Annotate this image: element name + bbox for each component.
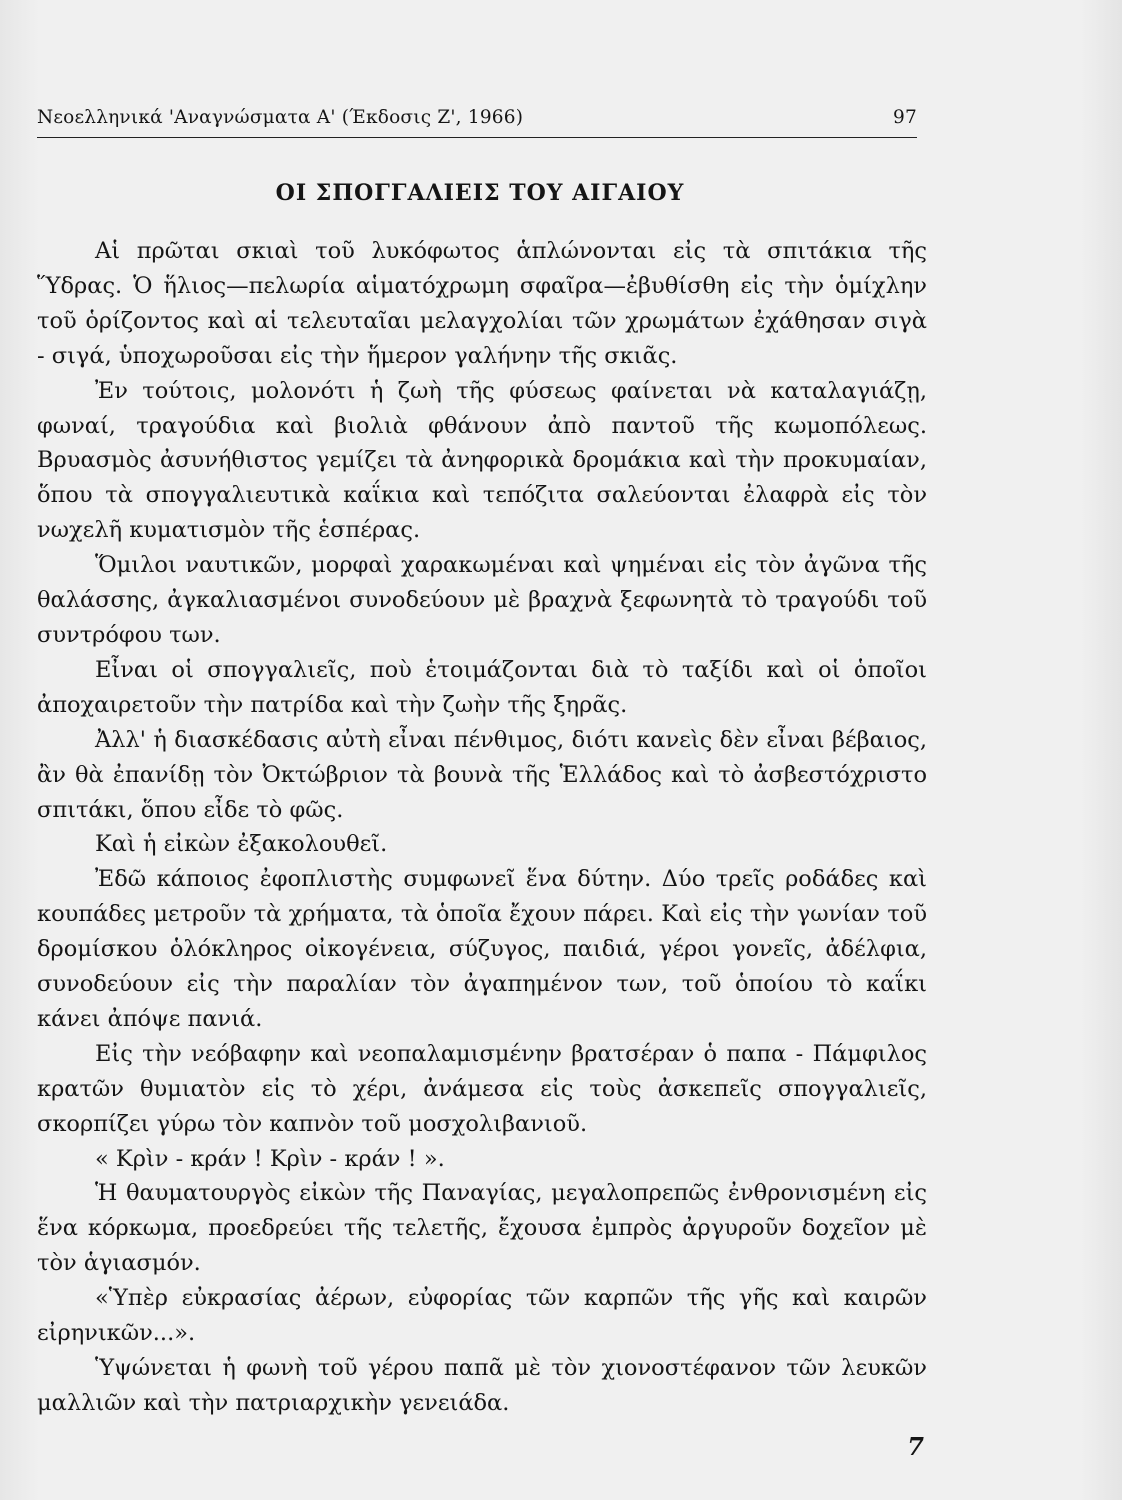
- book-title: Νεοελληνικά 'Αναγνώσματα Α' (Έκδοσις Ζ', 1966): [37, 107, 524, 128]
- paragraph: Εἰς τὴν νεόβαφην καὶ νεοπαλαμισμένην βρατσέραν ὁ παπα - Πάμφιλος κρατῶν θυμιατὸν εἰς τὸ χέρι, ἀνάμεσα εἰς τοὺς ἀσκεπεῖς σπογγαλιεῖς, σκορπίζει γύρω τὸν καπνὸν τοῦ μοσχολιβανιοῦ.: [37, 1040, 927, 1137]
- paragraph: «Ὑπὲρ εὐκρασίας ἀέρων, εὐφορίας τῶν καρπῶν τῆς γῆς καὶ καιρῶν εἰρηνικῶν...».: [37, 1285, 927, 1347]
- signature-mark: 7: [907, 1432, 924, 1461]
- paragraph: Ἀλλ' ἡ διασκέδασις αὐτὴ εἶναι πένθιμος, διότι κανεὶς δὲν εἶναι βέβαιος, ἂν θὰ ἐπανίδῃ τὸν Ὀκτώβριον τὰ βουνὰ τῆς Ἑλλάδος καὶ τὸ ἀσβεστόχριστο σπιτάκι, ὅπου εἶδε τὸ φῶς.: [37, 726, 927, 823]
- paragraph: Καὶ ἡ εἰκὼν ἐξακολουθεῖ.: [95, 831, 388, 858]
- article-body: [37, 234, 927, 1421]
- paragraph: Ἐδῶ κάποιος ἐφοπλιστὴς συμφωνεῖ ἕνα δύτην. Δύο τρεῖς ροδάδες καὶ κουπάδες μετροῦν τὰ χρήματα, τὰ ὁποῖα ἔχουν πάρει. Καὶ εἰς τὴν γωνίαν τοῦ δρομίσκου ὁλόκληρος οἰκογένεια, σύζυγος, παιδιά, γέροι γονεῖς, ἀδέλφια, συνοδεύουν εἰς τὴν παραλίαν τὸν ἀγαπημένον των, τοῦ ὁποίου τὸ καΐκι κάνει ἀπόψε πανιά.: [37, 866, 927, 1032]
- paragraph: « Κρὶν - κράν ! Κρὶν - κράν ! ».: [95, 1145, 445, 1172]
- article-title: ΟΙ ΣΠΟΓΓΑΛΙΕΙΣ ΤΟΥ ΑΙΓΑΙΟΥ: [275, 180, 685, 206]
- paragraph: Ἡ θαυματουργὸς εἰκὼν τῆς Παναγίας, μεγαλοπρεπῶς ἐνθρονισμένη εἰς ἕνα κόρκωμα, προεδρεύει τῆς τελετῆς, ἔχουσα ἐμπρὸς ἀργυροῦν δοχεῖον μὲ τὸν ἁγιασμόν.: [37, 1180, 927, 1277]
- paragraph: Εἶναι οἱ σπογγαλιεῖς, ποὺ ἑτοιμάζονται διὰ τὸ ταξίδι καὶ οἱ ὁποῖοι ἀποχαιρετοῦν τὴν πατρίδα καὶ τὴν ζωὴν τῆς ξηρᾶς.: [37, 656, 927, 718]
- paragraph: Ὅμιλοι ναυτικῶν, μορφαὶ χαρακωμέναι καὶ ψημέναι εἰς τὸν ἀγῶνα τῆς θαλάσσης, ἀγκαλιασμένοι συνοδεύουν μὲ βραχνὰ ξεφωνητὰ τὸ τραγούδι τοῦ συντρόφου των.: [37, 552, 927, 648]
- paragraph: Ἐν τούτοις, μολονότι ἡ ζωὴ τῆς φύσεως φαίνεται νὰ καταλαγιάζῃ, φωναί, τραγούδια καὶ βιολιὰ φθάνουν ἀπὸ παντοῦ τῆς κωμοπόλεως. Βρυασμὸς ἀσυνήθιστος γεμίζει τὰ ἀνηφορικὰ δρομάκια καὶ τὴν προκυμαίαν, ὅπου τὰ σπογγαλιευτικὰ καΐκια καὶ τεπόζιτα σαλεύονται ἐλαφρὰ εἰς τὸν νωχελῆ κυματισμὸν τῆς ἑσπέρας.: [37, 377, 927, 544]
- paragraph: Αἱ πρῶται σκιαὶ τοῦ λυκόφωτος ἁπλώνονται εἰς τὰ σπιτάκια τῆς Ὕδρας. Ὁ ἥλιος—πελωρία αἱματόχρωμη σφαῖρα—ἐβυθίσθη εἰς τὴν ὁμίχλην τοῦ ὁρίζοντος καὶ αἱ τελευταῖαι μελαγχολίαι τῶν χρωμάτων ἐχάθησαν σιγὰ - σιγά, ὑποχωροῦσαι εἰς τὴν ἥμερον γαλήνην τῆς σκιᾶς.: [37, 238, 927, 369]
- running-header: [37, 103, 917, 138]
- paragraph: Ὑψώνεται ἡ φωνὴ τοῦ γέρου παπᾶ μὲ τὸν χιονοστέφανον τῶν λευκῶν μαλλιῶν καὶ τὴν πατριαρχικὴν γενειάδα.: [37, 1355, 927, 1416]
- page-number: 97: [893, 107, 917, 128]
